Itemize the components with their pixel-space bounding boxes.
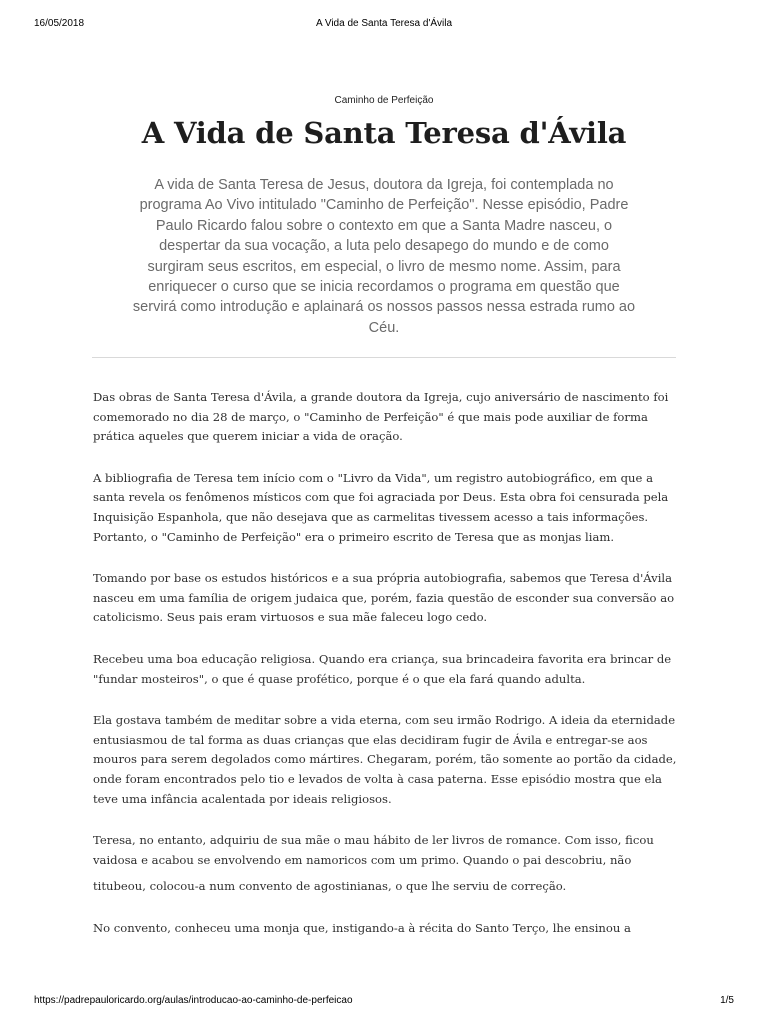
- paragraph: Tomando por base os estudos históricos e a sua própria autobiografia, sabemos que Teresa d'Ávila nasceu em uma família de origem judaica que, porém, fazia questão de esconder sua conversão ao catolicismo. Seus pais eram virtuosos e sua mãe faleceu logo cedo.: [93, 571, 675, 625]
- paragraph: A bibliografia de Teresa tem início com o "Livro da Vida", um registro autobiográfico, em que a santa revela os fenômenos místicos com que foi agraciada por Deus. Esta obra foi censurada pela Inquisição Espanhola, que não desejava que as carmelitas tivessem acesso a tais informações. Portanto, o "Caminho de Perfeição" era o primeiro escrito de Teresa que as monjas liam.: [93, 470, 669, 544]
- article-title: A Vida de Santa Teresa d'Ávila: [141, 116, 627, 150]
- page-number: 1/5: [720, 995, 734, 1006]
- paragraph: Teresa, no entanto, adquiriu de sua mãe o mau hábito de ler livros de romance. Com isso, ficou vaidosa e acabou se envolvendo em namoricos com um primo. Quando o pai descobriu, não: [93, 833, 654, 867]
- paragraph: Das obras de Santa Teresa d'Ávila, a grande doutora da Igreja, cujo aniversário de nascimento foi comemorado no dia 28 de março, o "Caminho de Perfeição" é que mais pode auxiliar de forma prática aqueles que querem iniciar a vida de oração.: [93, 390, 669, 444]
- paragraph: Recebeu uma boa educação religiosa. Quando era criança, sua brincadeira favorita era brincar de "fundar mosteiros", o que é quase profético, porque é o que ela fará quando adulta.: [93, 651, 672, 686]
- print-header: [0, 18, 768, 32]
- print-page-title: A Vida de Santa Teresa d'Ávila: [315, 18, 453, 29]
- print-url: https://padrepauloricardo.org/aulas/introducao-ao-caminho-de-perfeicao: [34, 995, 353, 1006]
- article-lead: A vida de Santa Teresa de Jesus, doutora da Igreja, foi contemplada no programa Ao Vivo intitulado "Caminho de Perfeição". Nesse episódio, Padre Paulo Ricardo falou sobre o contexto em que a Santa Madre nasceu, o despertar da sua vocação, a luta pelo desapego do mundo e de como surgiram seus escritos, em especial, o livro de mesmo nome. Assim, para enriquecer o curso que se inicia recordamos o programa em questão que servirá como introdução e aplainará os nossos passos nessa estrada rumo ao Céu.: [132, 177, 636, 336]
- article-category[interactable]: Caminho de Perfeição: [334, 95, 434, 106]
- article-body: [93, 388, 677, 960]
- print-footer: [0, 995, 768, 1009]
- paragraph: titubeou, colocou-a num convento de agostinianas, o que lhe serviu de correção.: [93, 879, 567, 894]
- paragraph: No convento, conheceu uma monja que, instigando-a à récita do Santo Terço, lhe ensinou a: [93, 920, 631, 935]
- section-divider: [92, 357, 676, 358]
- paragraph: Ela gostava também de meditar sobre a vida eterna, com seu irmão Rodrigo. A ideia da eternidade entusiasmou de tal forma as duas crianças que elas decidiram fugir de Ávila e entregar-se aos mouros para serem degolados como mártires. Chegaram, porém, tão somente ao portão da cidade, onde foram encontrados pelo tio e levados de volta à casa paterna. Esse episódio mostra que ela teve uma infância acalentada por ideais religiosos.: [93, 713, 677, 806]
- print-date: 16/05/2018: [34, 18, 85, 29]
